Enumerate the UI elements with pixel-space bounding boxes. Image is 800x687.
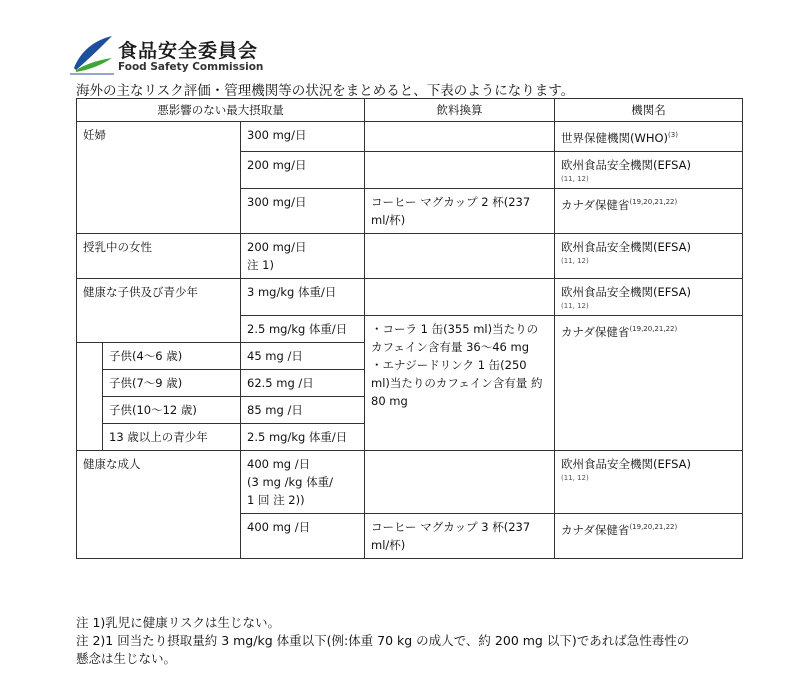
agency-cell [555, 233, 743, 278]
beverage-cell: コーヒー マグカップ 2 杯(237 ml/杯) [365, 188, 555, 233]
amount-cell: 62.5 mg /日 [241, 369, 365, 396]
table-row [77, 122, 743, 152]
beverage-cell-empty [365, 122, 555, 152]
agency-efsa: 欧州食品安全機関(EFSA) [561, 456, 692, 471]
agency-ref: (3) [668, 131, 678, 139]
agency-cell [555, 122, 743, 152]
agency-ref: (11, 12) [561, 174, 589, 183]
agency-canada: カナダ保健省 [561, 522, 630, 537]
agency-canada: カナダ保健省 [561, 197, 630, 212]
header-beverage: 飲料換算 [365, 99, 555, 122]
agency-efsa: 欧州食品安全機関(EFSA) [561, 284, 692, 299]
agency-ref: (11, 12) [561, 473, 589, 482]
agency-canada: カナダ保健省 [561, 324, 630, 339]
table-row [77, 233, 743, 278]
agency-efsa: 欧州食品安全機関(EFSA) [561, 157, 692, 172]
logo-name-ja: 食品安全委員会 [118, 40, 259, 62]
amount-cell: 45 mg /日 [241, 342, 365, 369]
intro-text: 海外の主なリスク評価・管理機関等の状況をまとめると、下表のようになります。 [76, 83, 575, 99]
caffeine-intake-table [76, 98, 743, 559]
amount-cell: 300 mg/日 [241, 122, 365, 152]
beverage-cola: ・コーラ 1 缶(355 ml)当たりのカフェイン含有量 36～46 mg [371, 321, 539, 354]
footnote-2-line-2: 懸念は生じない。 [76, 651, 177, 666]
table-row [77, 450, 743, 513]
agency-ref: (19,20,21,22) [629, 324, 678, 333]
footnote-2-line-1: 注 2)1 回当たり摂取量約 3 mg/kg 体重以下(例:体重 70 kg の成人で、約 200 mg 以下)であれば急性毒性の [76, 633, 690, 648]
amount-cell [241, 450, 365, 513]
agency-cell [555, 278, 743, 315]
amount-cell: 2.5 mg/kg 体重/日 [241, 423, 365, 450]
amount-note: 注 1) [247, 257, 274, 272]
group-lactating: 授乳中の女性 [77, 233, 241, 278]
agency-ref: (19,20,21,22) [629, 522, 678, 531]
table-header-row [77, 99, 743, 122]
indent-cell [77, 423, 103, 450]
agency-ref: (11, 12) [561, 301, 589, 310]
group-adults: 健康な成人 [77, 450, 241, 558]
amount-line: 400 mg /日 [247, 456, 311, 471]
subgroup-cell: 子供(4～6 歳) [103, 342, 241, 369]
group-pregnant: 妊婦 [77, 122, 241, 234]
amount-cell: 400 mg /日 [241, 513, 365, 558]
footnote-1: 注 1)乳児に健康リスクは生じない。 [76, 615, 281, 630]
footnotes [76, 614, 689, 668]
header-agency: 機関名 [555, 99, 743, 122]
agency-cell [555, 151, 743, 188]
table-row [77, 278, 743, 315]
amount-cell: 300 mg/日 [241, 188, 365, 233]
logo-name-en: Food Safety Commission [118, 61, 264, 73]
amount-line: (3 mg /kg 体重/ [247, 474, 333, 489]
agency-efsa: 欧州食品安全機関(EFSA) [561, 239, 692, 254]
amount-cell: 2.5 mg/kg 体重/日 [241, 315, 365, 342]
agency-cell [555, 188, 743, 233]
leaf-logo-icon [68, 34, 116, 76]
amount-cell: 85 mg /日 [241, 396, 365, 423]
indent-cell [77, 369, 103, 396]
indent-cell [77, 396, 103, 423]
agency-cell [555, 513, 743, 558]
amount-cell: 3 mg/kg 体重/日 [241, 278, 365, 315]
beverage-cell [365, 315, 555, 450]
logo [68, 34, 268, 78]
beverage-cell-empty [365, 450, 555, 513]
header-intake: 悪影響のない最大摂取量 [77, 99, 365, 122]
subgroup-cell: 子供(7～9 歳) [103, 369, 241, 396]
agency-ref: (11, 12) [561, 256, 589, 265]
beverage-cell-empty [365, 151, 555, 188]
group-children: 健康な子供及び青少年 [77, 278, 241, 342]
agency-who: 世界保健機関(WHO) [561, 130, 669, 145]
beverage-cell: コーヒー マグカップ 3 杯(237 ml/杯) [365, 513, 555, 558]
amount-value: 200 mg/日 [247, 239, 307, 254]
beverage-cell-empty [365, 278, 555, 315]
subgroup-cell: 子供(10～12 歳) [103, 396, 241, 423]
subgroup-cell: 13 歳以上の青少年 [103, 423, 241, 450]
indent-cell [77, 342, 103, 369]
amount-cell: 200 mg/日 [241, 151, 365, 188]
agency-cell [555, 450, 743, 513]
amount-cell [241, 233, 365, 278]
agency-cell [555, 315, 743, 450]
agency-ref: (19,20,21,22) [629, 197, 678, 206]
amount-line: 1 回 注 2)) [247, 492, 305, 507]
beverage-cell-empty [365, 233, 555, 278]
beverage-energy: ・エナジードリンク 1 缶(250 ml)当たりのカフェイン含有量 約 80 mg [371, 357, 543, 408]
